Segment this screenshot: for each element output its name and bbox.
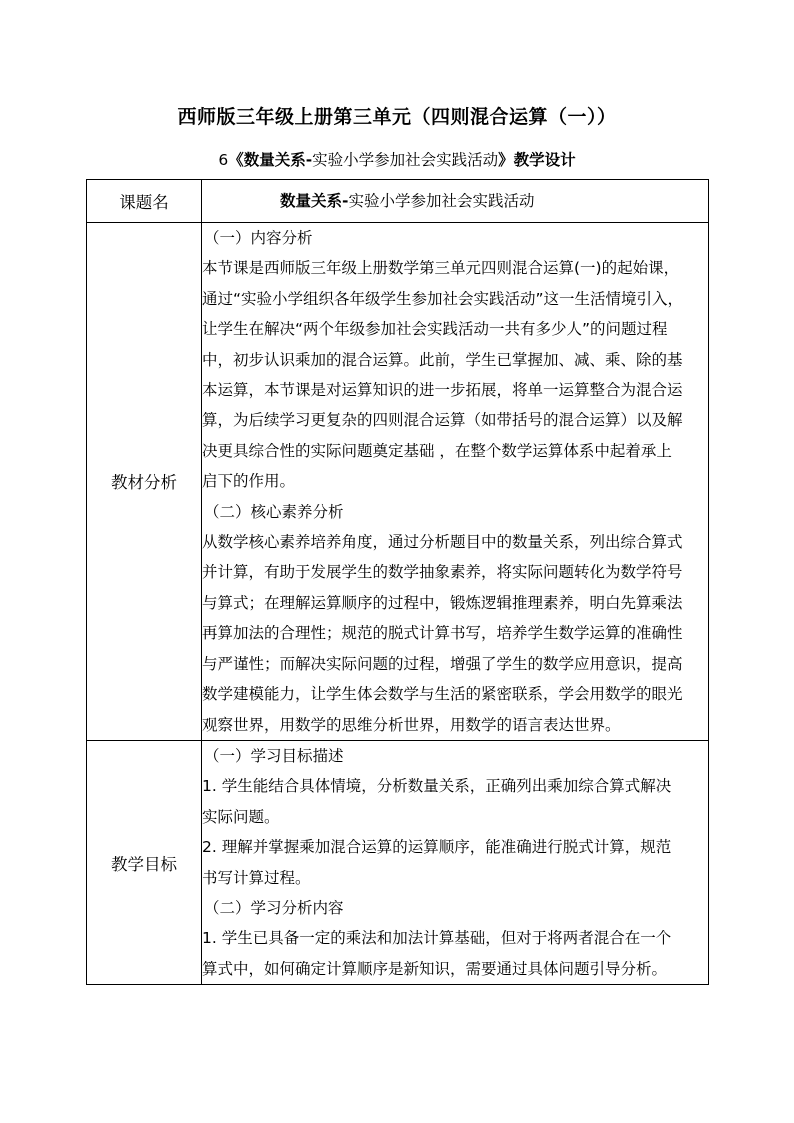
- material-line: 让学生在解决“两个年级参加社会实践活动一共有多少人”的问题过程: [202, 320, 668, 339]
- goals-content: [202, 740, 709, 984]
- material-line: 并计算，有助于发展学生的数学抽象素养，将实际问题转化为数学符号: [202, 563, 683, 582]
- material-line: 算，为后续学习更复杂的四则混合运算（如带括号的混合运算）以及解: [202, 411, 683, 430]
- material-line: 本节课是西师版三年级上册数学第三单元四则混合运算(一)的起始课，: [202, 259, 680, 278]
- topic-value-bold: 数量关系-: [280, 192, 349, 210]
- goals-section1-heading: （一）学习目标描述: [204, 746, 344, 765]
- material-line: 中，初步认识乘加的混合运算。此前，学生已掌握加、减、乘、除的基: [202, 350, 683, 369]
- table-row-topic: [87, 180, 709, 223]
- material-line: 本运算，本节课是对运算知识的进一步拓展，将单一运算整合为混合运: [202, 381, 683, 400]
- goals-line: 书写计算过程。: [202, 868, 311, 887]
- subtitle-prefix: 6: [218, 151, 229, 169]
- material-section2-heading: （二）核心素养分析: [204, 502, 344, 521]
- material-label: 教材分析: [87, 223, 202, 741]
- goals-line: 算式中，如何确定计算顺序是新知识，需要通过具体问题引导分析。: [202, 959, 668, 978]
- material-line: 从数学核心素养培养角度，通过分析题目中的数量关系，列出综合算式: [202, 533, 683, 552]
- table-row-material: [87, 223, 709, 741]
- subtitle-suffix: 》教学设计: [498, 151, 576, 169]
- goals-line: 实际问题。: [202, 807, 280, 826]
- material-content: [202, 223, 709, 741]
- material-line: 与严谨性；而解决实际问题的过程，增强了学生的数学应用意识，提高: [202, 654, 683, 673]
- material-section1-heading: （一）内容分析: [204, 229, 313, 247]
- material-line: 数学建模能力，让学生体会数学与生活的紧密联系，学会用数学的眼光: [202, 685, 683, 704]
- material-line: 启下的作用。: [202, 472, 296, 491]
- material-line: 与算式；在理解运算顺序的过程中，锻炼逻辑推理素养，明白先算乘法: [202, 593, 683, 612]
- material-line: 观察世界，用数学的思维分析世界，用数学的语言表达世界。: [202, 715, 621, 734]
- lesson-plan-table: [86, 179, 709, 985]
- goals-section2-heading: （二）学习分析内容: [204, 898, 344, 917]
- topic-value-rest: 实验小学参加社会实践活动: [348, 192, 535, 210]
- goals-line: 2. 理解并掌握乘加混合运算的运算顺序，能准确进行脱式计算，规范: [202, 838, 672, 857]
- subtitle-bold: 《数量关系-: [228, 151, 313, 169]
- topic-label: 课题名: [87, 180, 202, 223]
- material-line: 通过“实验小学组织各年级学生参加社会实践活动”这一生活情境引入，: [202, 289, 684, 308]
- topic-value: [202, 180, 709, 223]
- subtitle-mid: 实验小学参加社会实践活动: [312, 151, 499, 169]
- document-title: 西师版三年级上册第三单元（四则混合运算（一））: [177, 106, 617, 128]
- material-line: 再算加法的合理性；规范的脱式计算书写，培养学生数学运算的准确性: [202, 624, 683, 643]
- material-line: 决更具综合性的实际问题奠定基础 ，在整个数学运算体系中起着承上: [202, 441, 672, 460]
- table-row-goals: [87, 740, 709, 984]
- goals-line: 1. 学生已具备一定的乘法和加法计算基础，但对于将两者混合在一个: [202, 929, 672, 948]
- goals-line: 1. 学生能结合具体情境，分析数量关系，正确列出乘加综合算式解决: [202, 777, 672, 796]
- document-subtitle: [0, 148, 794, 170]
- goals-label: 教学目标: [87, 740, 202, 984]
